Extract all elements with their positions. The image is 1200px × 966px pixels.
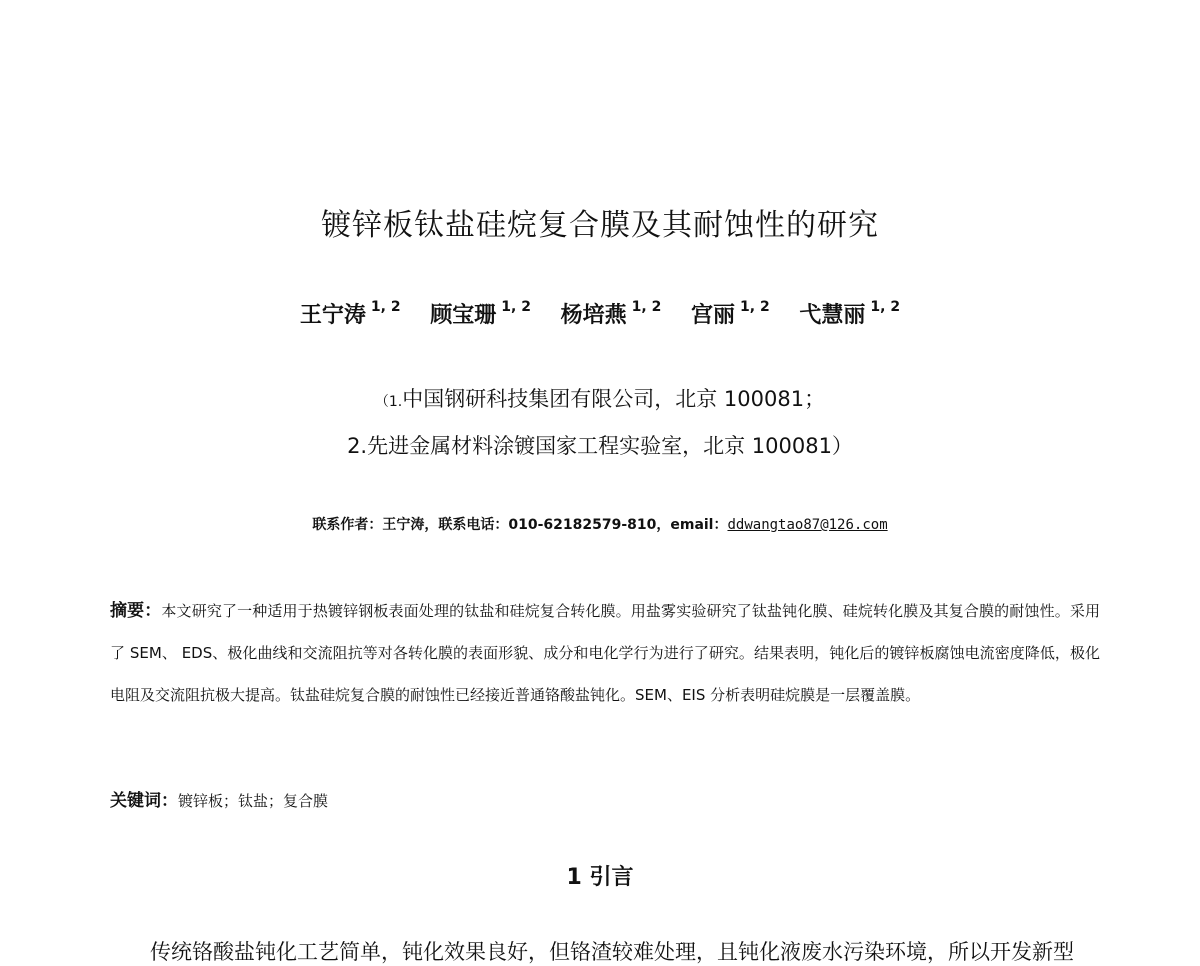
- keywords: [110, 786, 328, 811]
- author-name: 顾宝珊: [430, 303, 497, 328]
- affiliation-prefix: （1.: [374, 394, 403, 410]
- email-link[interactable]: ddwangtao87@126.com: [727, 517, 888, 533]
- author-3: [561, 298, 662, 329]
- affiliation-line-2: 2.先进金属材料涂镀国家工程实验室，北京 100081）: [347, 434, 853, 458]
- author-name: 王宁涛: [299, 303, 366, 328]
- abstract-label: 摘要：: [110, 601, 162, 621]
- affiliation-marks: 1, 2: [370, 298, 401, 315]
- paper-title: 镀锌板钛盐硅烷复合膜及其耐蚀性的研究: [321, 208, 879, 243]
- body-text-first-line: 传统铬酸盐钝化工艺简单，钝化效果良好，但铬渣较难处理，且钝化液废水污染环境，所以开发新型: [150, 940, 1074, 964]
- author-5: [799, 298, 900, 329]
- contact-line: [0, 514, 1200, 534]
- author-4: [691, 298, 770, 329]
- section-heading: 1 引言: [566, 865, 634, 890]
- keywords-text: 镀锌板；钛盐；复合膜: [178, 792, 329, 810]
- affiliation-line-1: [0, 383, 1200, 413]
- abstract: [110, 590, 1100, 716]
- author-name: 杨培燕: [560, 303, 627, 328]
- author-name: 弋慧丽: [799, 303, 866, 328]
- abstract-text: 本文研究了一种适用于热镀锌钢板表面处理的钛盐和硅烷复合转化膜。用盐雾实验研究了钛盐钝化膜、硅烷转化膜及其复合膜的耐蚀性。采用了 SEM、 EDS、极化曲线和交流阻抗等对各转化膜的表面形貌、成分和电化学行为进行了研究。结果表明，钝化后的镀锌板腐蚀电流密度降低，极化电阻及交流阻抗极大提高。钛盐硅烷复合膜的耐蚀性已经接近普通铬酸盐钝化。SEM、EIS 分析表明硅烷膜是一层覆盖膜。: [110, 602, 1100, 704]
- contact-info: 联系作者：王宁涛，联系电话：010-62182579-810，email：: [312, 517, 728, 533]
- affiliation-marks: 1, 2: [740, 298, 770, 315]
- affiliation-marks: 1, 2: [501, 298, 531, 315]
- affiliation-marks: 1, 2: [870, 298, 901, 315]
- author-1: [300, 298, 401, 329]
- affiliation-text: 中国钢研科技集团有限公司，北京 100081；: [402, 387, 826, 411]
- keywords-label: 关键词：: [110, 791, 178, 811]
- author-list: [0, 298, 1200, 329]
- author-2: [430, 298, 531, 329]
- affiliation-marks: 1, 2: [631, 298, 662, 315]
- author-name: 宫丽: [691, 303, 736, 328]
